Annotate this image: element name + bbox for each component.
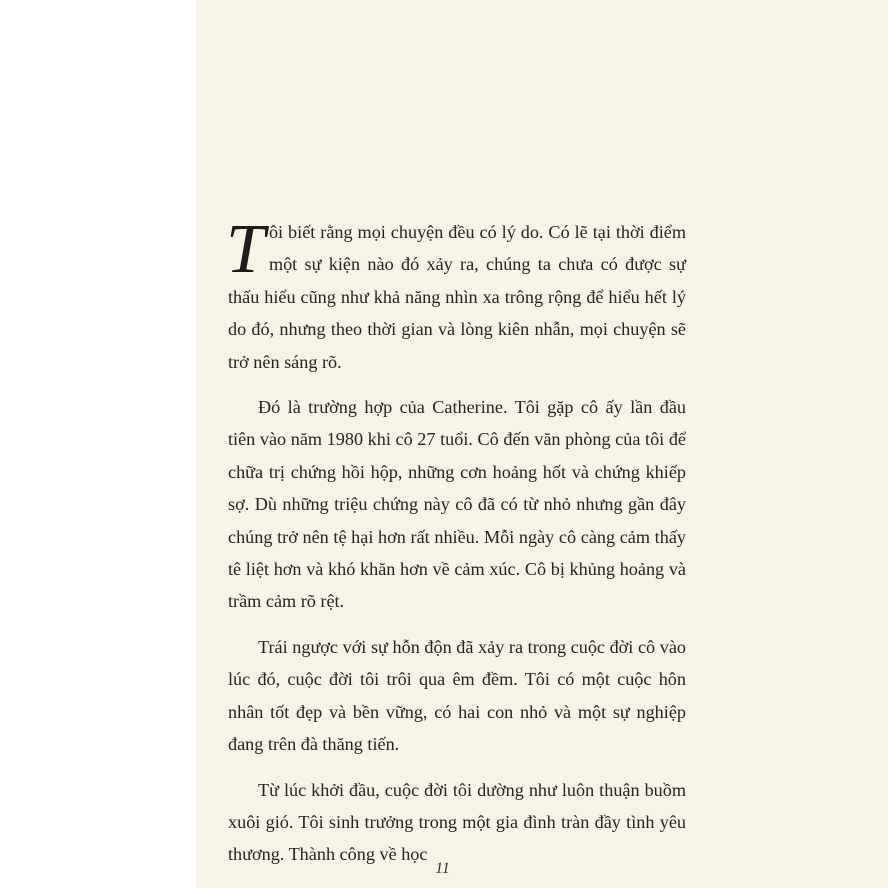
page-number: 11 <box>435 860 450 877</box>
paragraph-4: Từ lúc khởi đầu, cuộc đời tôi dường như luôn thuận buồm xuôi gió. Tôi sinh trưởng trong một gia đình tràn đầy tình yêu thương. Thành công về học <box>228 779 686 865</box>
paragraph-2: Đó là trường hợp của Catherine. Tôi gặp cô ấy lần đầu tiên vào năm 1980 khi cô 27 tuổi. Cô đến văn phòng của tôi để chữa trị chứng hồi hộp, những cơn hoảng hốt và chứng khiếp sợ. Dù những triệu chứng này cô đã có từ nhỏ nhưng gần đây chúng trở nên tệ hại hơn rất nhiều. Mỗi ngày cô càng cảm thấy tê liệt hơn và khó khăn hơn về cảm xúc. Cô bị khủng hoảng và trầm cảm rõ rệt. <box>228 397 686 612</box>
paragraph-1 <box>226 211 686 378</box>
drop-cap: T <box>226 211 265 288</box>
paragraph-3: Trái ngược với sự hỗn độn đã xảy ra trong cuộc đời cô vào lúc đó, cuộc đời tôi trôi qua êm đềm. Tôi có một cuộc hôn nhân tốt đẹp và bền vững, có hai con nhỏ và một sự nghiệp đang trên đà thăng tiến. <box>228 636 686 755</box>
body-text <box>226 211 686 884</box>
paragraph-1-text: ôi biết rằng mọi chuyện đều có lý do. Có lẽ tại thời điểm một sự kiện nào đó xảy ra, chúng ta chưa có được sự thấu hiểu cũng như khả năng nhìn xa trông rộng để hiểu hết lý do đó, nhưng theo thời gian và lòng kiên nhẫn, mọi chuyện sẽ trở nên sáng rõ. <box>228 222 686 372</box>
book-page <box>196 0 888 888</box>
